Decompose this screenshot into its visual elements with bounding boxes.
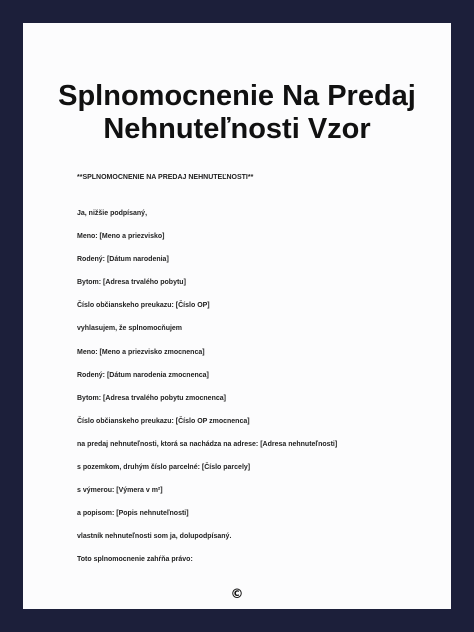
- document-page: [23, 23, 451, 609]
- document-line: Číslo občianskeho preukazu: [Číslo OP zmocnenca]: [77, 418, 250, 425]
- document-line: Meno: [Meno a priezvisko zmocnenca]: [77, 349, 205, 356]
- document-line: Číslo občianskeho preukazu: [Číslo OP]: [77, 302, 210, 309]
- document-line: Rodený: [Dátum narodenia]: [77, 256, 169, 263]
- document-line: a popisom: [Popis nehnuteľnosti]: [77, 510, 189, 517]
- document-line: Toto splnomocnenie zahŕňa právo:: [77, 556, 193, 563]
- document-line: s výmerou: [Výmera v m²]: [77, 487, 163, 494]
- copyright-icon: ©: [230, 587, 244, 602]
- document-line: Bytom: [Adresa trvalého pobytu zmocnenca]: [77, 395, 226, 402]
- document-line: Ja, nižšie podpísaný,: [77, 210, 148, 217]
- document-title: [23, 80, 451, 146]
- document-heading: **SPLNOMOCNENIE NA PREDAJ NEHNUTEĽNOSTI**: [77, 174, 254, 181]
- document-line: s pozemkom, druhým číslo parcelné: [Číslo parcely]: [77, 464, 251, 471]
- document-line: Bytom: [Adresa trvalého pobytu]: [77, 279, 186, 286]
- document-line: vyhlasujem, že splnomocňujem: [77, 325, 183, 332]
- document-line: na predaj nehnuteľnosti, ktorá sa nachádza na adrese: [Adresa nehnuteľnosti]: [77, 441, 338, 448]
- document-title-line-1: Splnomocnenie Na Predaj: [58, 80, 416, 112]
- document-line: Rodený: [Dátum narodenia zmocnenca]: [77, 372, 209, 379]
- document-line: Meno: [Meno a priezvisko]: [77, 233, 165, 240]
- document-title-line-2: Nehnuteľnosti Vzor: [103, 113, 371, 145]
- document-line: vlastník nehnuteľnosti som ja, dolupodpísaný.: [77, 533, 232, 540]
